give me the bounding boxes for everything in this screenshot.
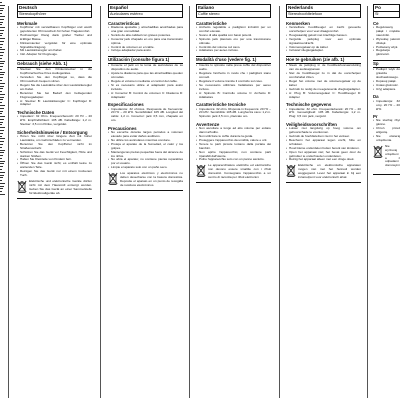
clipped-text-line: [0, 19, 4, 20]
section-title-text: Hoe te gebruiken (zie afb. 1): [286, 57, 345, 63]
section-title-text: Modalità d'uso (vedere fig. 1): [196, 57, 257, 63]
clipped-text-line: [0, 83, 5, 84]
bullet-paragraph: • Hochwertiger Klang dank großer Treiber und kräftiger Bässe.: [17, 34, 92, 42]
section-title-text: Sicherheitshinweise / Entsorgung: [17, 129, 88, 135]
bullet-paragraph: • Mit Lautstärkeregler am Kabel.: [17, 49, 92, 53]
disposal-notice: [196, 164, 271, 180]
clipped-text-line: [0, 172, 5, 173]
bullet-paragraph: • Kopfhörer mit verstellbarem Kopfbügel und weich gepolsterten Ohrmuscheln für hohen Tragekomfort.: [17, 26, 92, 34]
section-title-text: Utilización (consulte figura 1): [108, 57, 170, 63]
bullet-paragraph: • Stel de hoofdbeugel zo in dat de oorschelpen comfortabel zitten.: [286, 72, 361, 80]
clipped-text-line: [0, 33, 3, 34]
disposal-text: Elektrische en elektronische apparaten mogen niet met het huisvuil worden weggegooid. Lever het apparaat in bij een inzamelpunt voor elektronisch afval.: [298, 163, 361, 180]
disposal-text: Los aparatos eléctricos y electrónicos no deben desecharse con la basura doméstica. Deposite el aparato en un punto de recogida de residuos electrónicos.: [120, 171, 183, 187]
bullet-paragraph: • No utilice los auriculares mientras conduce.: [108, 139, 183, 143]
clipped-text-line: [0, 66, 3, 67]
bullet-paragraph: • Mantenga las piezas pequeñas fuera del alcance de los niños.: [108, 151, 183, 159]
bullet-paragraph: • Nie słuchaj zbyt głośno.: [373, 119, 400, 127]
bullet-paragraph: • Wysokiej jakości dźwięk.: [373, 38, 400, 46]
bullet-paragraph: • Impedantie: 32 ohm. Frequentiebereik: 20 Hz – 20 kHz. Gevoeligheid: 105 dB. Kabellengte: 1,2 m. Plug: 3,5 mm jack, verguld.: [286, 108, 361, 120]
bullet-paragraph: • Conector jack chapado en oro para una transmisión óptima.: [108, 38, 183, 46]
clipped-text-line: [0, 10, 3, 11]
clipped-text-line: [0, 27, 5, 28]
clipped-text-line: [0, 161, 5, 162]
clipped-text-line: [0, 180, 2, 181]
clipped-text-line: [0, 88, 3, 89]
product-name: Stereohoofdtelefoon: [286, 11, 361, 18]
bullet-paragraph: • Volumeregelaar op de kabel.: [286, 46, 361, 50]
bullet-paragraph: • Impedancia: 32 ohmios. Respuesta de frecuencia: 20 Hz – 20 kHz. Sensibilidad: 105 dB. Longitud del cable: 1,2 m. Conector: jack 3,5 mm, chapado en oro.: [108, 108, 183, 124]
clipped-text-line: [0, 133, 3, 134]
section-divider: [108, 190, 183, 191]
bullet-paragraph: • Steek de jackplug in de hoofdtelefoonaansluiting van uw audioapparaat.: [286, 64, 361, 72]
bullet-paragraph: • Adattatore per aereo incluso.: [196, 49, 271, 53]
bullet-paragraph: • Archetto regolabile e padiglioni imbottiti per un comfort elevato.: [196, 26, 271, 34]
product-name: Cuffie stereo: [196, 11, 271, 18]
crossed-bin-icon: [108, 172, 118, 185]
clipped-text-line: [0, 35, 2, 36]
language-heading: Español: [108, 4, 183, 11]
bullet-paragraph: • Diadema ajustable y almohadillas acolchadas para una gran comodidad.: [108, 26, 183, 34]
clipped-text-line: [0, 97, 4, 98]
bullet-paragraph: • Regolare l'archetto in modo che i padiglioni siano comodi.: [196, 72, 271, 80]
bullet-paragraph: • Impedancja: 32 omy. 20 Hz – 20 kHz.: [373, 100, 400, 112]
clipped-text-line: [0, 116, 5, 117]
bullet-paragraph: • Controllo del volume sul cavo.: [196, 46, 271, 50]
clipped-text-line: [0, 2, 2, 3]
language-column: [108, 0, 183, 400]
bullet-paragraph: • A: Conector B: Control de volumen C: Diadema D: Adaptador: [108, 92, 183, 100]
clipped-text-line: [0, 155, 3, 156]
bullet-paragraph: • No escuche durante largos periodos a volumen elevado para evitar daños auditivos.: [108, 131, 183, 139]
bullet-paragraph: • Bescherm het apparaat tegen vocht, hitte en schokken.: [286, 139, 361, 147]
bullet-paragraph: • Proteja el aparato de la humedad, el calor y los golpes.: [108, 143, 183, 151]
bullet-paragraph: • A: Spinotto B: Controllo volume C: Archetto D: Adattatore: [196, 92, 271, 100]
bullet-paragraph: • Si es necesario utilice el adaptador para avión incluido.: [108, 84, 183, 92]
bullet-paragraph: • No abra el aparato; no contiene piezas reparables por el usuario.: [108, 158, 183, 166]
clipped-text-line: [0, 16, 5, 17]
section-title-text: Características: [108, 20, 140, 26]
clipped-text-line: [0, 86, 4, 87]
language-column: [0, 0, 5, 400]
disposal-notice: [373, 145, 400, 172]
product-name: Auriculares estéreo: [108, 11, 183, 18]
bullet-paragraph: • Chroń przed wilgocią.: [373, 127, 400, 135]
clipped-text-line: [0, 5, 5, 6]
bullet-paragraph: • Benutzen Sie bei Bedarf den beiliegenden Flugzeugadapter.: [17, 92, 92, 100]
clipped-text-line: [0, 111, 3, 112]
column-divider: [367, 6, 368, 398]
clipped-text-line: [0, 122, 3, 123]
clipped-text-line: [0, 55, 3, 56]
bullet-paragraph: • Incluye adaptador para avión.: [108, 49, 183, 53]
bullet-paragraph: • A: Stecker B: Lautstärkeregler C: Kopfbügel D: Adapter: [17, 100, 92, 108]
section-title-text: Sp: [373, 61, 379, 67]
column-divider: [8, 6, 9, 398]
section-title-text: Da: [373, 94, 379, 100]
disposal-text: Nie wyrzucaj urządzenia z odpadami domowymi.: [385, 143, 400, 172]
bullet-paragraph: • Houd kleine onderdelen buiten bereik van kinderen.: [286, 147, 361, 151]
bullet-paragraph: • Hören Sie nicht über längere Zeit mit hoher Lautstärke, um Gehörschäden zu vermeiden.: [17, 135, 92, 143]
section-title-text: Avvertenze: [196, 121, 220, 127]
crossed-bin-icon: [196, 164, 206, 177]
section-divider: [286, 182, 361, 183]
clipped-text-line: [0, 141, 4, 142]
clipped-text-line: [0, 169, 2, 170]
clipped-text-line: [0, 127, 5, 128]
clipped-text-line: [0, 13, 2, 14]
bullet-paragraph: • Dopasuj pałąk.: [373, 80, 400, 84]
column-divider: [100, 6, 101, 398]
clipped-text-line: [0, 41, 4, 42]
bullet-paragraph: • Vergulde jackplug voor een optimale signaaloverdracht.: [286, 38, 361, 46]
clipped-text-line: [0, 80, 2, 81]
clipped-text-line: [0, 30, 4, 31]
clipped-text-line: [0, 74, 4, 75]
bullet-paragraph: • Hoogwaardig geluid met krachtige bassen.: [286, 34, 361, 38]
bullet-paragraph: • Suono di alta qualità con bassi potenti.: [196, 34, 271, 38]
clipped-text-line: [0, 188, 3, 189]
clipped-text-line: [0, 61, 5, 62]
clipped-text-line: [0, 186, 4, 187]
bullet-paragraph: • Regeln Sie die Lautstärke über den Lautstärkeregler am Kabel.: [17, 84, 92, 92]
bullet-paragraph: • Reinig het apparaat alleen met een droge doek.: [286, 158, 361, 162]
product-name: Stereokopfhörer: [17, 11, 92, 18]
crossed-bin-icon: [17, 180, 27, 193]
clipped-text-line: [0, 136, 2, 137]
language-column: [286, 0, 361, 400]
bullet-paragraph: • Regule el volumen mediante el control del cable.: [108, 80, 183, 84]
section-title-text: Pr: [373, 113, 378, 119]
clipped-text-line: [0, 108, 4, 109]
bullet-paragraph: • Control de volumen en el cable.: [108, 46, 183, 50]
disposal-text: Elektrische und elektronische Geräte dürfen nicht mit dem Hausmüll entsorgt werden. Geben Sie das Gerät an einer Sammelstelle für Elektroaltgeräte ab.: [29, 179, 92, 195]
bullet-paragraph: • Regulacja głośności.: [373, 49, 400, 57]
disposal-notice: [17, 180, 92, 196]
bullet-paragraph: • Schützen Sie das Gerät vor Feuchtigkeit, Hitze und starken Stößen.: [17, 151, 92, 159]
clipped-text-line: [0, 47, 2, 48]
clipped-text-line: [0, 152, 4, 153]
bullet-paragraph: • Inclusief vliegtuigadapter.: [286, 49, 361, 53]
clipped-text-line: [0, 72, 5, 73]
bullet-paragraph: • Verstelbare hoofdbeugel en zacht gevoerde oorschelpen voor veel draagcomfort.: [286, 26, 361, 34]
clipped-text-line: [0, 144, 3, 145]
clipped-text-line: [0, 124, 2, 125]
bullet-paragraph: • Se necessario utilizzare l'adattatore per aereo incluso.: [196, 84, 271, 92]
clipped-text-line: [0, 63, 4, 64]
bullet-paragraph: • Regulowany pałąk i miękkie nauszniki.: [373, 26, 400, 38]
section-divider: [373, 174, 400, 175]
clipped-text-line: [0, 138, 5, 139]
bullet-paragraph: • Ajuste la diadema para que las almohadillas queden cómodas.: [108, 72, 183, 80]
clipped-text-line: [0, 119, 4, 120]
clipped-text-line: [0, 130, 4, 131]
clipped-text-line: [0, 58, 2, 59]
bullet-paragraph: • Halten Sie Kleinteile von Kindern fern.: [17, 158, 92, 162]
section-divider: [17, 198, 92, 199]
bullet-paragraph: • Verstellen Sie den Kopfbügel so, dass die Ohrmuscheln bequem sitzen.: [17, 76, 92, 84]
section-title-text: Caratteristiche tecniche: [196, 102, 246, 107]
clipped-text-line: [0, 102, 2, 103]
clipped-text-line: [0, 24, 2, 25]
disposal-notice: [108, 172, 183, 188]
section-title-text: Merkmale: [17, 20, 38, 26]
bullet-paragraph: • Öffnen Sie das Gerät nicht; es enthält keine zu wartenden Teile.: [17, 162, 92, 170]
language-heading: Deutsch: [17, 4, 92, 11]
clipped-text-line: [0, 52, 4, 53]
clipped-text-line: [0, 99, 3, 100]
language-column: [17, 0, 92, 400]
clipped-text-line: [0, 158, 2, 159]
clipped-text-line: [0, 183, 5, 184]
disposal-notice: [286, 164, 361, 180]
product-name: Sł: [373, 11, 400, 18]
crossed-bin-icon: [286, 164, 296, 177]
bullet-paragraph: • Proteggere l'apparecchio da umidità, calore e urti.: [196, 139, 271, 143]
bullet-paragraph: • Regel het volume met de volumeregelaar op de kabel.: [286, 80, 361, 88]
clipped-text-line: [0, 44, 3, 45]
crossed-bin-icon: [373, 145, 383, 158]
bullet-paragraph: • Klinkenstecker vergoldet für eine optimale Signalübertragung.: [17, 42, 92, 50]
clipped-text-line: [0, 191, 2, 192]
bullet-paragraph: • Gebruik de hoofdtelefoon niet in het verkeer.: [286, 135, 361, 139]
clipped-text-line: [0, 105, 5, 106]
section-title-text: Especificaciones: [108, 102, 144, 107]
clipped-text-line: [0, 166, 3, 167]
section-title-text: Technische Daten: [17, 109, 55, 115]
section-title-text: Precauciones: [108, 125, 137, 131]
clipped-text-line: [0, 175, 4, 176]
section-title-text: Gebrauch (siehe Abb. 1): [17, 61, 68, 67]
bullet-paragraph: • Non utilizzare le cuffie durante la guida.: [196, 135, 271, 139]
language-heading: Po: [373, 4, 400, 11]
bullet-paragraph: • Luister niet langdurig op hoog volume om gehoorschade te voorkomen.: [286, 127, 361, 135]
section-title-text: Caratteristiche: [196, 20, 227, 26]
section-divider: [196, 182, 271, 183]
clipped-text-line: [0, 147, 2, 148]
bullet-paragraph: • Regolare il volume tramite il controllo sul cavo.: [196, 80, 271, 84]
bullet-paragraph: • Sonido de alta calidad con graves potentes.: [108, 34, 183, 38]
bullet-paragraph: • Benutzen Sie den Kopfhörer nicht im Straßenverkehr.: [17, 143, 92, 151]
clipped-text-line: [0, 177, 3, 178]
bullet-paragraph: • Inkl. Adapter für Flugzeuge.: [17, 53, 92, 57]
bullet-paragraph: • Nie otwieraj urządzenia.: [373, 135, 400, 143]
bullet-paragraph: • Podłącz wtyk do gniazda słuchawkowego.: [373, 68, 400, 80]
bullet-paragraph: • Impedenza: 32 ohm. Risposta in frequenza: 20 Hz – 20 kHz. Sensibilità: 105 dB. Lunghezza cavo: 1,2 m. Spinotto: jack 3,5 mm, placcato oro.: [196, 108, 271, 120]
column-divider: [189, 6, 190, 398]
language-heading: Nederlands: [286, 4, 361, 11]
clipped-text-line: [0, 150, 5, 151]
bullet-paragraph: • A: Plug B: Volumeregelaar C: Hoofdbeugel D: Adapter: [286, 92, 361, 100]
clipped-text-line: [0, 194, 5, 195]
bullet-paragraph: • Non ascoltare a lungo ad alto volume per evitare danni all'udito.: [196, 127, 271, 135]
language-heading: Italiano: [196, 4, 271, 11]
section-title-text: Veiligheidsvoorschriften: [286, 121, 337, 127]
bullet-paragraph: • Gebruik zo nodig de meegeleverde vliegtuigadapter.: [286, 88, 361, 92]
section-title-text: Kenmerken: [286, 20, 310, 26]
bullet-paragraph: • Pulire l'apparecchio solo con un panno asciutto.: [196, 158, 271, 162]
clipped-text-line: [0, 69, 2, 70]
clipped-text-line: [0, 94, 5, 95]
section-title-text: Technische gegevens: [286, 102, 332, 107]
language-column: [196, 0, 271, 400]
bullet-paragraph: • Inserire lo spinotto nella presa cuffie del dispositivo audio.: [196, 64, 271, 72]
clipped-text-line: [0, 22, 3, 23]
clipped-text-line: [0, 163, 4, 164]
bullet-paragraph: • Open het apparaat niet; het bevat geen door de gebruiker te onderhouden onderdelen.: [286, 151, 361, 159]
bullet-paragraph: • Tenere le parti piccole lontano dalla portata dei bambini.: [196, 143, 271, 151]
disposal-text: Le apparecchiature elettriche ed elettroniche non devono essere smaltite con i rifiuti domestici. Consegnare l'apparecchio a un centro di raccolta per rifiuti elettronici.: [208, 163, 271, 180]
bullet-paragraph: • Stecken Sie den Klinkenstecker in die Kopfhörerbuchse Ihres Audiogerätes.: [17, 68, 92, 76]
language-column: [373, 0, 400, 400]
clipped-text-line: [0, 49, 5, 50]
clipped-text-line: [0, 91, 2, 92]
bullet-paragraph: • Conecte el jack en la toma de auriculares de su dispositivo de audio.: [108, 64, 183, 72]
bullet-paragraph: • Limpie el aparato solo con un paño seco.: [108, 166, 183, 170]
bullet-paragraph: • Pozłacany wtyk.: [373, 46, 400, 50]
bullet-paragraph: • Ustaw głośność.: [373, 84, 400, 88]
clipped-text-line: [0, 38, 5, 39]
bullet-paragraph: • Spinotto jack placcato oro per una trasmissione ottimale.: [196, 38, 271, 46]
bullet-paragraph: • Reinigen Sie das Gerät nur mit einem trockenen Tuch.: [17, 170, 92, 178]
clipped-text-line: [0, 8, 4, 9]
section-title-text: Ce: [373, 20, 379, 26]
bullet-paragraph: • Użyj adaptera.: [373, 88, 400, 92]
bullet-paragraph: • Impedanz: 32 Ohm. Frequenzbereich: 20 Hz – 20 kHz. Empfindlichkeit: 105 dB. Kabellänge: 1,2 m. Stecker: 3,5 mm Klinke, vergoldet.: [17, 115, 92, 127]
bullet-paragraph: • Non aprire l'apparecchio; non contiene parti riparabili dall'utente.: [196, 151, 271, 159]
clipped-text-line: [0, 113, 2, 114]
clipped-text-line: [0, 77, 3, 78]
column-divider: [279, 6, 280, 398]
